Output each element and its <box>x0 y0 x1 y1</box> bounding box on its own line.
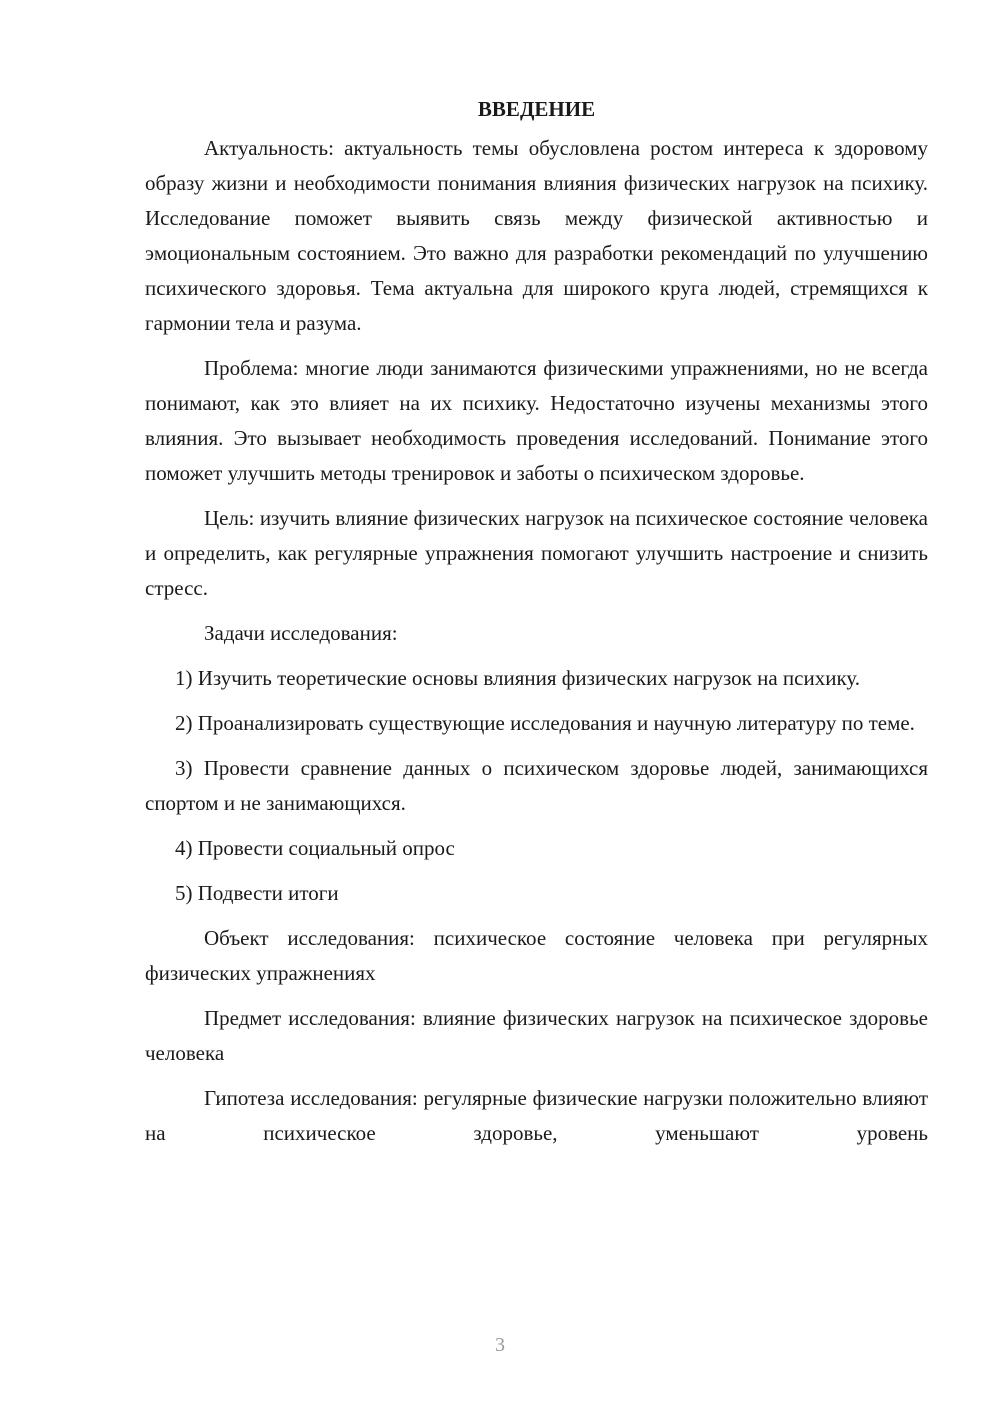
document-page <box>145 92 928 1161</box>
paragraph-subject: Предмет исследования: влияние физических нагрузок на психическое здоровье человека <box>145 1006 928 1065</box>
paragraph-hypothesis: Гипотеза исследования: регулярные физические нагрузки положительно влияют на психическое здоровье, уменьшают уровень <box>145 1086 928 1145</box>
tasks-heading: Задачи исследования: <box>204 621 398 645</box>
section-title: ВВЕДЕНИЕ <box>477 97 596 121</box>
task-item-2: 2) Проанализировать существующие исследования и научную литературу по теме. <box>175 711 915 735</box>
paragraph-goal: Цель: изучить влияние физических нагрузок на психическое состояние человека и определить, как регулярные упражнения помогают улучшить настроение и снизить стресс. <box>145 506 928 600</box>
task-item-1: 1) Изучить теоретические основы влияния физических нагрузок на психику. <box>175 666 861 690</box>
paragraph-problem: Проблема: многие люди занимаются физическими упражнениями, но не всегда понимают, как это влияет на их психику. Недостаточно изучены механизмы этого влияния. Это вызывает необходимость проведения исследований. Понимание этого поможет улучшить методы тренировок и заботы о психическом здоровье. <box>145 356 928 485</box>
task-item-3: 3) Провести сравнение данных о психическом здоровье людей, занимающихся спортом и не занимающихся. <box>145 756 928 815</box>
paragraph-relevance: Актуальность: актуальность темы обусловлена ростом интереса к здоровому образу жизни и необходимости понимания влияния физических нагрузок на психику. Исследование поможет выявить связь между физической активностью и эмоциональным состоянием. Это важно для разработки рекомендаций по улучшению психического здоровья. Тема актуальна для широкого круга людей, стремящихся к гармонии тела и разума. <box>145 136 928 335</box>
task-item-5: 5) Подвести итоги <box>175 881 339 905</box>
task-item-4: 4) Провести социальный опрос <box>175 836 455 860</box>
page-number: 3 <box>495 1334 505 1356</box>
paragraph-object: Объект исследования: психическое состояние человека при регулярных физических упражнениях <box>145 926 928 985</box>
